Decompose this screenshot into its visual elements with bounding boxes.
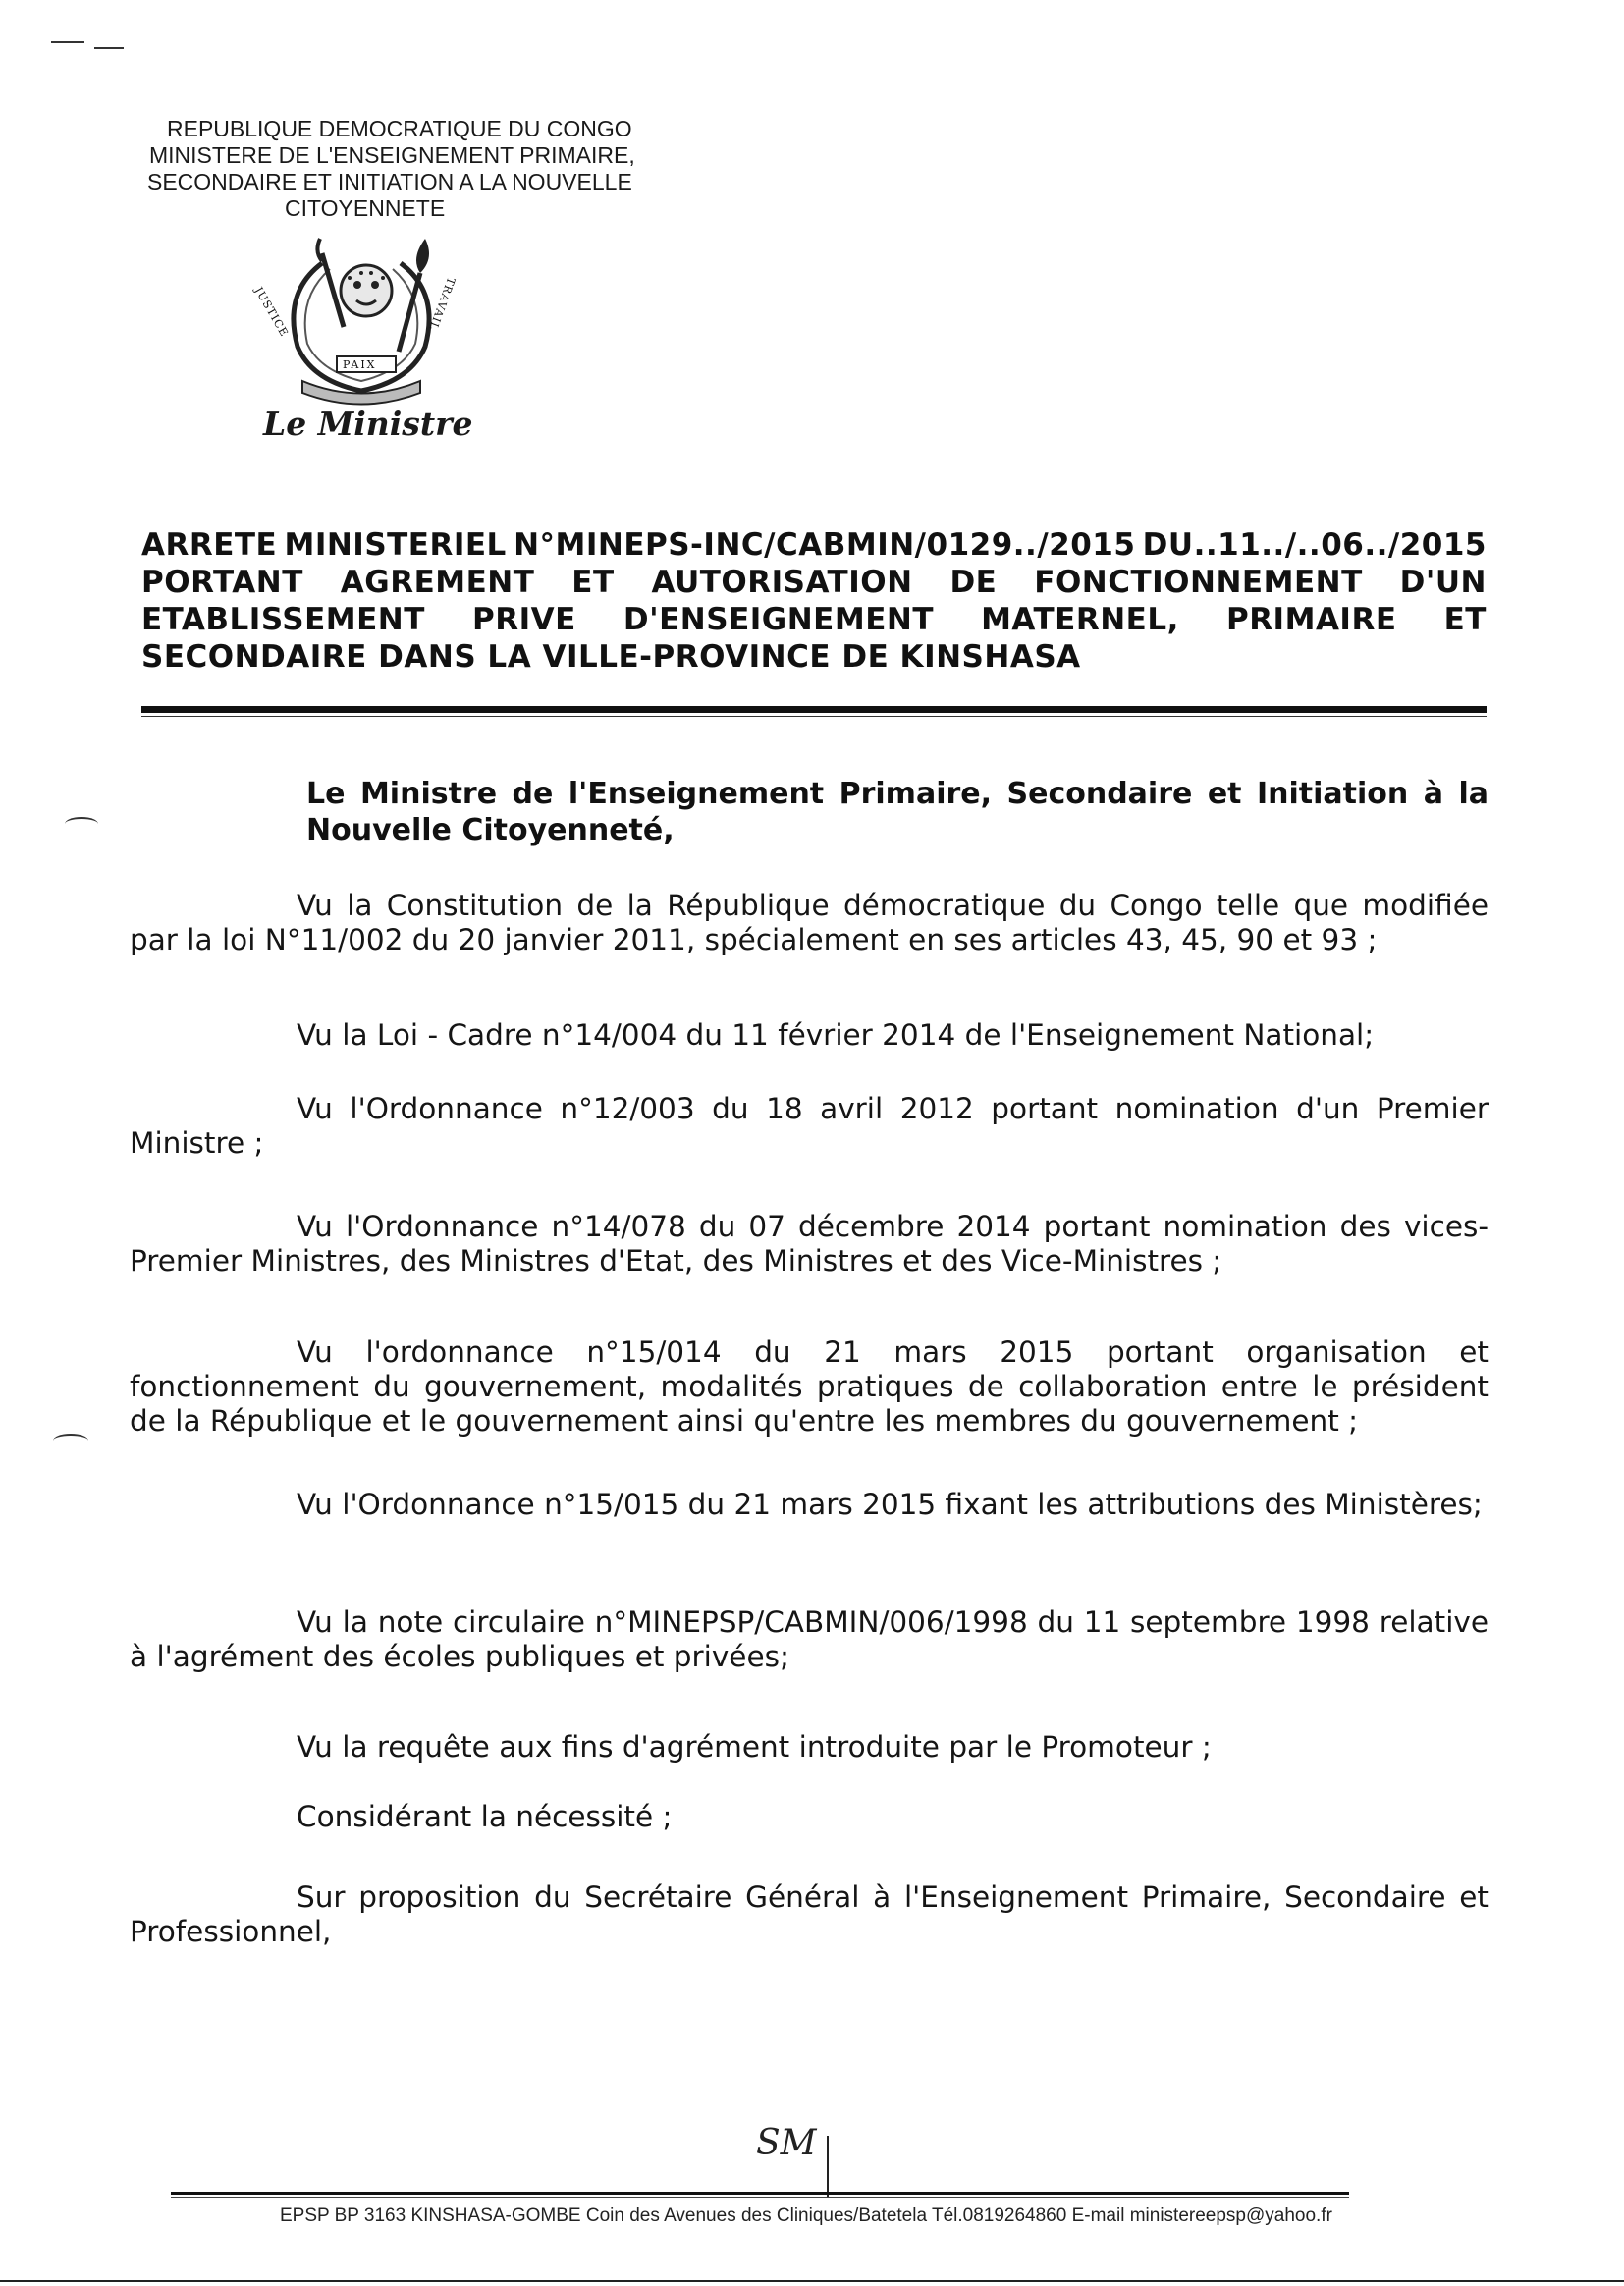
- title-line-1: [141, 526, 1487, 564]
- letterhead-line-1: REPUBLIQUE DEMOCRATIQUE DU CONGO: [167, 116, 632, 141]
- paragraph-text: Vu la Constitution de la République démocratique du Congo telle que modifiée par la loi N°11/002 du 20 janvier 2011, spécialement en ses articles 43, 45, 90 et 93 ;: [130, 889, 1489, 956]
- paragraph-text: Vu la Loi - Cadre n°14/004 du 11 février 2014 de l'Enseignement National;: [297, 1018, 1375, 1052]
- paragraph-text: Sur proposition du Secrétaire Général à l'Enseignement Primaire, Secondaire et Professionnel,: [130, 1880, 1489, 1948]
- title-word: ET: [571, 565, 615, 600]
- scan-mark: [51, 41, 84, 43]
- paragraph-text: Vu l'Ordonnance n°12/003 du 18 avril 2012 portant nomination d'un Premier Ministre ;: [130, 1092, 1489, 1160]
- considerant-ordonnance-15-015: [130, 1488, 1489, 1522]
- title-line-3: [141, 601, 1487, 638]
- minister-intro: Le Ministre de l'Enseignement Primaire, Secondaire et Initiation à la Nouvelle Citoyenneté,: [306, 777, 1489, 847]
- considerant-ordonnance-14-078: [130, 1210, 1489, 1279]
- title-word: PRIMAIRE: [1225, 602, 1397, 637]
- title-word: MINISTERIEL: [284, 527, 507, 563]
- considerant-loi-cadre: [130, 1018, 1489, 1053]
- scan-mark: [94, 47, 124, 49]
- letterhead-line-4: CITOYENNETE: [285, 195, 446, 221]
- title-word: PORTANT: [141, 565, 303, 600]
- scan-bottom-edge: [0, 2280, 1624, 2282]
- initials-stroke: [827, 2136, 829, 2197]
- footer-rule-thin: [171, 2197, 1349, 2198]
- margin-mark: [53, 1434, 88, 1447]
- title-word: AUTORISATION: [651, 565, 913, 600]
- emblem-motto-travail: TRAVAIL: [426, 275, 458, 333]
- paragraph-text: Vu l'Ordonnance n°15/015 du 21 mars 2015 fixant les attributions des Ministères;: [297, 1488, 1483, 1521]
- initials-mark: SM: [756, 2123, 817, 2163]
- footer-rule: [171, 2192, 1349, 2195]
- decree-number: N°MINEPS-INC/CABMIN/0129../2015: [514, 527, 1136, 563]
- letterhead-line-2: MINISTERE DE L'ENSEIGNEMENT PRIMAIRE,: [149, 142, 635, 168]
- title-line-2: [141, 564, 1487, 601]
- considerant-ordonnance-15-014: [130, 1335, 1489, 1439]
- title-line-4: SECONDAIRE DANS LA VILLE-PROVINCE DE KINSHASA: [141, 639, 1081, 675]
- title-rule-thin: [141, 716, 1487, 717]
- letterhead: [147, 116, 635, 222]
- paragraph-text: Vu l'ordonnance n°15/014 du 21 mars 2015 portant organisation et fonctionnement du gouvernement, modalités pratiques de collaboration entre le président de la République et le gouvernement ainsi qu'entre les membres du gouvernement ;: [130, 1335, 1489, 1438]
- title-rule: [141, 706, 1487, 713]
- title-word: ARRETE: [141, 527, 278, 563]
- signature-title: Le Ministre: [263, 405, 473, 443]
- decree-title: [141, 526, 1487, 676]
- title-word: ETABLISSEMENT: [141, 602, 425, 637]
- title-word: MATERNEL,: [981, 602, 1179, 637]
- decree-date: DU..11../..06../2015: [1142, 527, 1487, 563]
- title-word: FONCTIONNEMENT: [1034, 565, 1363, 600]
- title-word: D'ENSEIGNEMENT: [623, 602, 934, 637]
- title-word: ET: [1443, 602, 1487, 637]
- emblem-motto-justice: JUSTICE: [251, 285, 292, 340]
- sur-proposition: [130, 1880, 1489, 1949]
- paragraph-text: Vu l'Ordonnance n°14/078 du 07 décembre 2014 portant nomination des vices-Premier Ministres, des Ministres d'Etat, des Ministres et des Vice-Ministres ;: [130, 1210, 1489, 1278]
- title-word: D'UN: [1399, 565, 1487, 600]
- paragraph-text: Vu la note circulaire n°MINEPSP/CABMIN/006/1998 du 11 septembre 1998 relative à l'agrément des écoles publiques et privées;: [130, 1606, 1489, 1673]
- considerant-constitution: [130, 889, 1489, 957]
- title-word: AGREMENT: [340, 565, 535, 600]
- margin-mark: [65, 817, 98, 831]
- footer-address: EPSP BP 3163 KINSHASA-GOMBE Coin des Avenues des Cliniques/Batetela Tél.0819264860 E-mail ministereepsp@yahoo.fr: [280, 2205, 1332, 2226]
- title-word: DE: [949, 565, 998, 600]
- emblem-motto-paix: PAIX: [343, 358, 377, 371]
- paragraph-text: Considérant la nécessité ;: [297, 1800, 673, 1833]
- considerant-requete: [130, 1730, 1489, 1765]
- considerant-ordonnance-12-003: [130, 1092, 1489, 1161]
- paragraph-text: Vu la requête aux fins d'agrément introduite par le Promoteur ;: [297, 1730, 1212, 1764]
- considerant-note-circulaire: [130, 1606, 1489, 1674]
- considerant-necessite: [130, 1800, 1489, 1834]
- title-word: PRIVE: [472, 602, 576, 637]
- letterhead-line-3: SECONDAIRE ET INITIATION A LA NOUVELLE: [147, 169, 632, 194]
